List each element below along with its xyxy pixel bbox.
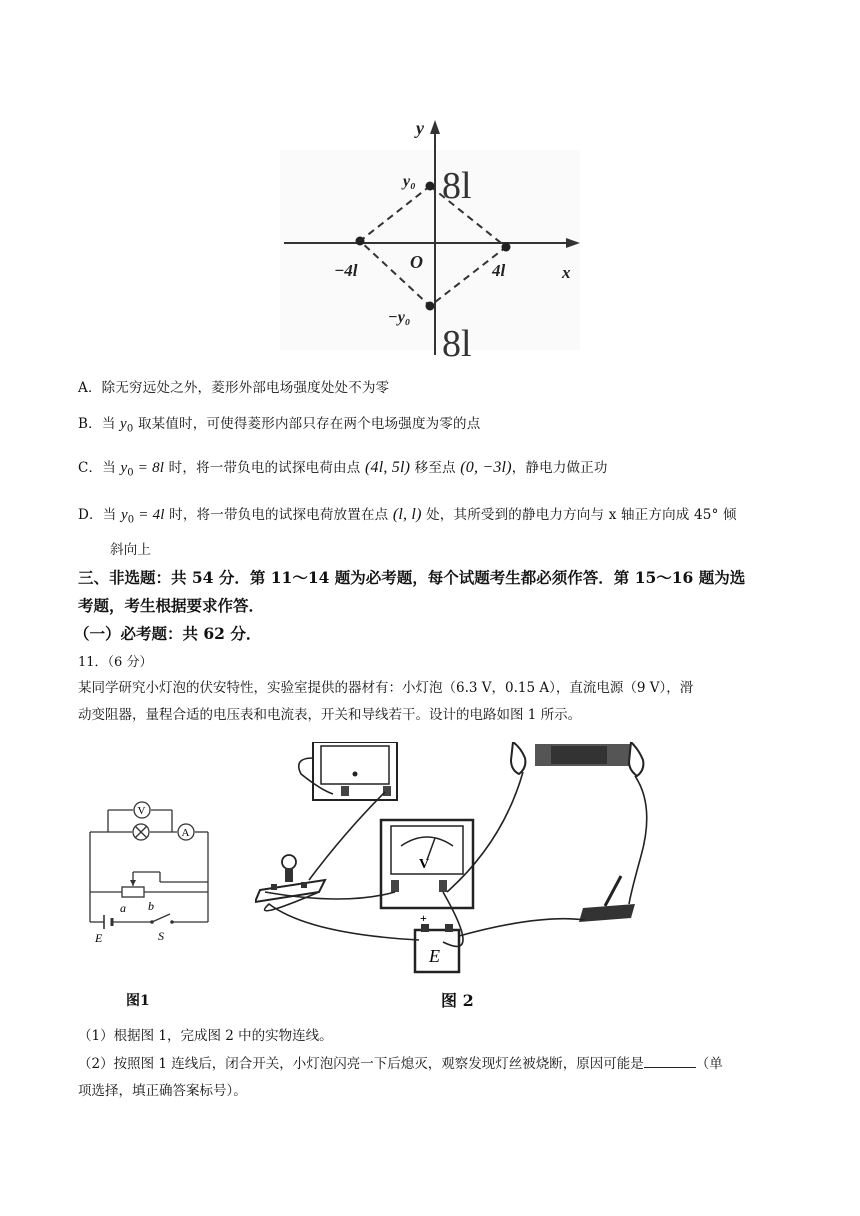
option-c-y0-sub: 0	[127, 467, 134, 479]
switch-label: S	[158, 929, 164, 943]
rheostat-end-b: b	[148, 899, 154, 913]
y-axis-arrow	[430, 120, 440, 134]
option-b-y0: y	[120, 416, 127, 432]
section-heading-line2: 考题，考生根据要求作答．	[78, 596, 265, 615]
voltmeter-label: V	[137, 805, 146, 817]
option-d-continued	[110, 538, 151, 558]
rhombus-figure	[270, 110, 590, 360]
option-d	[78, 503, 737, 526]
voltmeter-device-label: V	[419, 857, 430, 872]
option-b-y0-sub: 0	[126, 423, 134, 435]
answer-blank[interactable]	[644, 1055, 696, 1068]
rheostat-end-a: a	[120, 901, 126, 915]
subsection-heading: （一）必考题：共 62 分．	[74, 624, 262, 643]
q11-number: 11．（6 分）	[78, 655, 153, 670]
option-b-suffix: 取某值时，可使得菱形内部只存在两个电场强度为零的点	[137, 416, 481, 432]
q11-sub2-tail: （单	[695, 1056, 723, 1072]
option-c-mid: 时，将一带负电的试探电荷由点	[168, 460, 361, 476]
option-c-point1: (4l, 5l)	[364, 459, 411, 476]
circuit-diagram-fig1	[80, 800, 220, 950]
option-d-point: (l, l)	[392, 506, 422, 523]
neg-y0-label: −y₀	[388, 309, 411, 326]
battery-device-label: E	[429, 946, 440, 966]
q11-sub2-line1	[78, 1052, 723, 1072]
q11-text-line1: 某同学研究小灯泡的伏安特性，实验室提供的器材有：小灯泡（6.3 V，0.15 A），直流电源（9 V），滑	[78, 680, 694, 696]
origin-label: O	[410, 252, 423, 272]
battery-plus: +	[420, 911, 427, 925]
option-a-text: A．除无穷远处之外，菱形外部电场强度处处不为零	[78, 380, 390, 396]
handwritten-note-bottom: 8l	[442, 323, 472, 360]
q11-sub2-text: （2）按照图 1 连线后，闭合开关，小灯泡闪亮一下后熄灭，观察发现灯丝被烧断，原因可能是	[78, 1056, 644, 1072]
y-axis-label: y	[416, 118, 424, 138]
option-c	[78, 456, 608, 479]
q11-sub1: （1）根据图 1，完成图 2 中的实物连线。	[78, 1028, 333, 1044]
fig2-caption: 图 2	[441, 991, 474, 1010]
pos-4l-label: 4l	[492, 261, 506, 280]
x-axis-label: x	[562, 263, 571, 282]
option-c-eq: = 8l	[133, 460, 165, 476]
q11-text-line2: 动变阻器，量程合适的电压表和电流表，开关和导线若干。设计的电路如图 1 所示。	[78, 707, 582, 723]
neg-4l-label: −4l	[334, 261, 358, 280]
option-c-mid2: 移至点	[414, 460, 456, 476]
option-d-continued-text: 斜向上	[110, 542, 152, 558]
charge-bottom	[426, 302, 435, 311]
option-b	[78, 412, 480, 435]
option-c-suffix: ，静电力做正功	[511, 460, 608, 476]
charge-top	[426, 182, 435, 191]
battery-device	[415, 911, 459, 972]
q11-sub2-line2: 项选择，填正确答案标号）。	[78, 1083, 247, 1099]
charge-right	[502, 243, 511, 252]
option-d-eq: = 4l	[134, 507, 165, 523]
battery-label: E	[95, 931, 103, 945]
option-c-prefix: C．当	[78, 460, 116, 476]
option-d-y0: y	[120, 507, 128, 523]
option-d-suffix: 处，其所受到的静电力方向与 x 轴正方向成 45° 倾	[426, 507, 737, 523]
ammeter-label: A	[181, 827, 190, 839]
section-heading-line1: 三、非选题：共 54 分．第 11～14 题为必考题，每个试题考生都必须作答．第 15～16 题为选	[78, 568, 746, 587]
rheostat-device	[511, 742, 643, 776]
switch-device	[579, 876, 635, 922]
option-b-prefix: B．当	[78, 416, 116, 432]
option-d-mid: 时，将一带负电的试探电荷放置在点	[169, 507, 389, 523]
y0-label: y₀	[403, 173, 416, 190]
fig1-caption: 图1	[126, 993, 150, 1009]
option-c-y0: y	[120, 460, 128, 476]
apparatus-fig2	[255, 742, 665, 997]
lamp-device	[255, 855, 325, 902]
charge-left	[356, 237, 365, 246]
option-d-y0-sub: 0	[127, 514, 135, 526]
handwritten-note-top: 8l	[442, 165, 472, 207]
option-a	[78, 376, 389, 396]
option-d-prefix: D．当	[78, 507, 117, 523]
option-c-point2: (0, −3l)	[460, 459, 512, 476]
rheostat-symbol	[122, 887, 144, 897]
voltmeter-device	[381, 820, 473, 908]
